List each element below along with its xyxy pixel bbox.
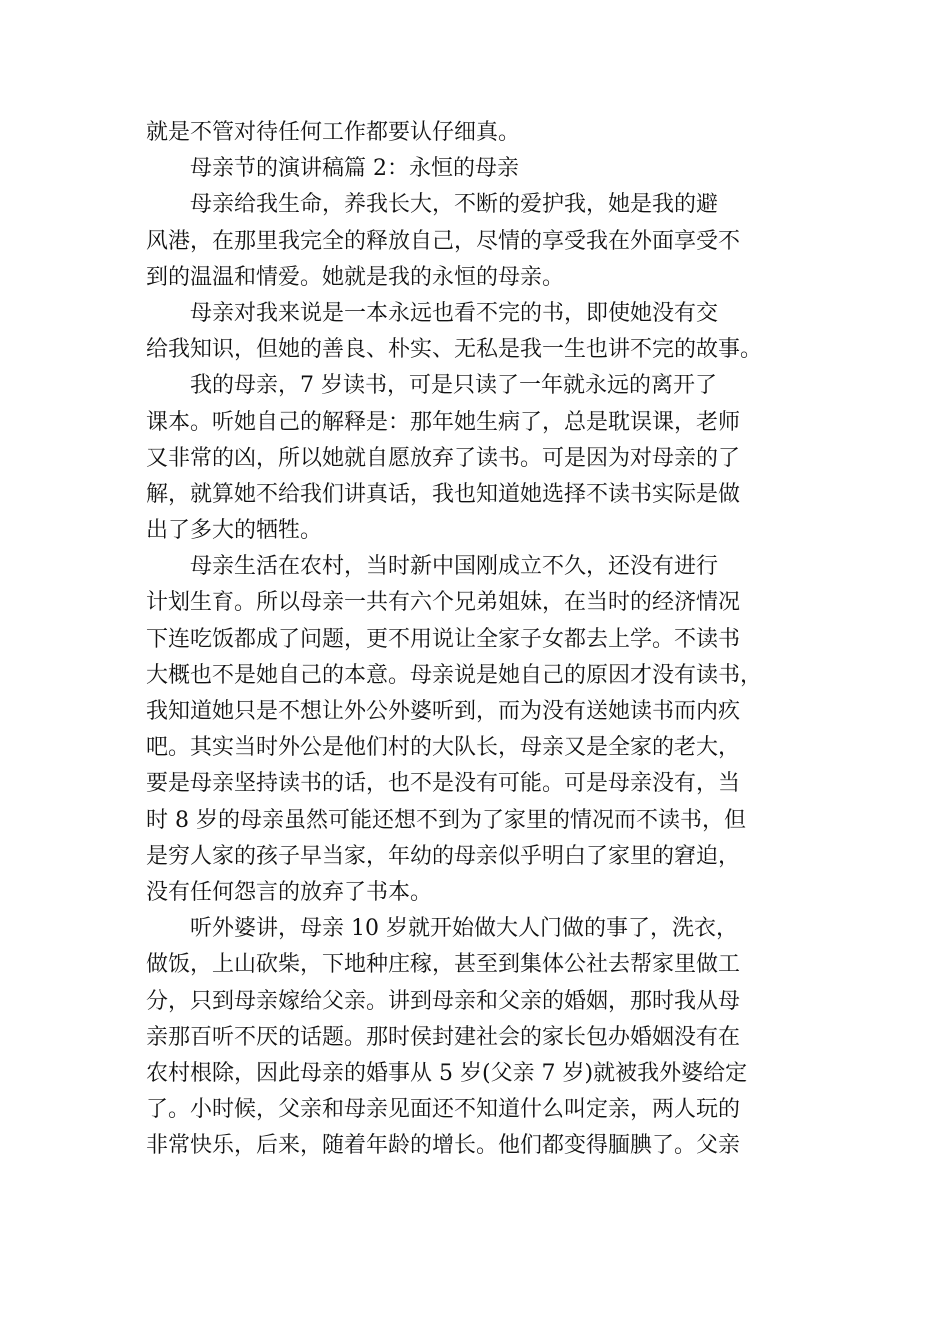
text-line: 听外婆讲，母亲 10 岁就开始做大人门做的事了，洗衣， bbox=[146, 916, 738, 942]
text-line: 母亲生活在农村，当时新中国刚成立不久，还没有进行 bbox=[146, 554, 719, 580]
text-line: 做饭，上山砍柴，下地种庄稼，甚至到集体公社去帮家里做工 bbox=[146, 952, 741, 978]
text-line: 我知道她只是不想让外公外婆听到，而为没有送她读书而内疚 bbox=[146, 699, 741, 724]
text-line: 计划生育。所以母亲一共有六个兄弟姐妹，在当时的经济情况 bbox=[146, 590, 741, 616]
text-line: 解，就算她不给我们讲真话，我也知道她选择不读书实际是做 bbox=[146, 481, 741, 507]
text-line: 就是不管对待任何工作都要认仔细真。 bbox=[146, 120, 521, 145]
text-line: 了。小时候，父亲和母亲见面还不知道什么叫定亲，两人玩的 bbox=[146, 1097, 741, 1123]
text-line: 到的温温和情爱。她就是我的永恒的母亲。 bbox=[146, 264, 565, 290]
text-line: 吧。其实当时外公是他们村的大队长，母亲又是全家的老大， bbox=[146, 735, 741, 761]
text-line: 又非常的凶，所以她就自愿放弃了读书。可是因为对母亲的了 bbox=[146, 445, 741, 471]
text-line: 母亲对我来说是一本永远也看不完的书，即使她没有交 bbox=[146, 300, 719, 326]
text-line: 时 8 岁的母亲虽然可能还想不到为了家里的情况而不读书，但 bbox=[146, 807, 746, 833]
section-title-line: 母亲节的演讲稿篇 2：永恒的母亲 bbox=[146, 156, 519, 182]
text-line: 给我知识，但她的善良、朴实、无私是我一生也讲不完的故事。 bbox=[146, 337, 763, 363]
text-line: 出了多大的牺牲。 bbox=[146, 518, 323, 544]
text-line: 农村根除，因此母亲的婚事从 5 岁(父亲 7 岁)就被我外婆给定 bbox=[146, 1060, 748, 1086]
text-line: 我的母亲，7 岁读书，可是只读了一年就永远的离开了 bbox=[146, 373, 717, 399]
text-line: 是穷人家的孩子早当家，年幼的母亲似乎明白了家里的窘迫， bbox=[146, 843, 741, 869]
text-line: 下连吃饭都成了问题，更不用说让全家子女都去上学。不读书 bbox=[146, 626, 741, 652]
text-line: 大概也不是她自己的本意。母亲说是她自己的原因才没有读书， bbox=[146, 662, 763, 688]
body-text bbox=[146, 115, 806, 1164]
text-line: 非常快乐，后来，随着年龄的增长。他们都变得腼腆了。父亲 bbox=[146, 1133, 741, 1159]
text-line: 没有任何怨言的放弃了书本。 bbox=[146, 879, 433, 905]
text-line: 要是母亲坚持读书的话，也不是没有可能。可是母亲没有，当 bbox=[146, 771, 741, 797]
text-line: 课本。听她自己的解释是：那年她生病了，总是耽误课，老师 bbox=[146, 409, 741, 435]
text-line: 风港，在那里我完全的释放自己，尽情的享受我在外面享受不 bbox=[146, 228, 741, 254]
text-line: 母亲给我生命，养我长大，不断的爱护我，她是我的避 bbox=[146, 192, 719, 218]
text-line: 分，只到母亲嫁给父亲。讲到母亲和父亲的婚姻，那时我从母 bbox=[146, 988, 741, 1014]
text-line: 亲那百听不厌的话题。那时侯封建社会的家长包办婚姻没有在 bbox=[146, 1024, 741, 1050]
